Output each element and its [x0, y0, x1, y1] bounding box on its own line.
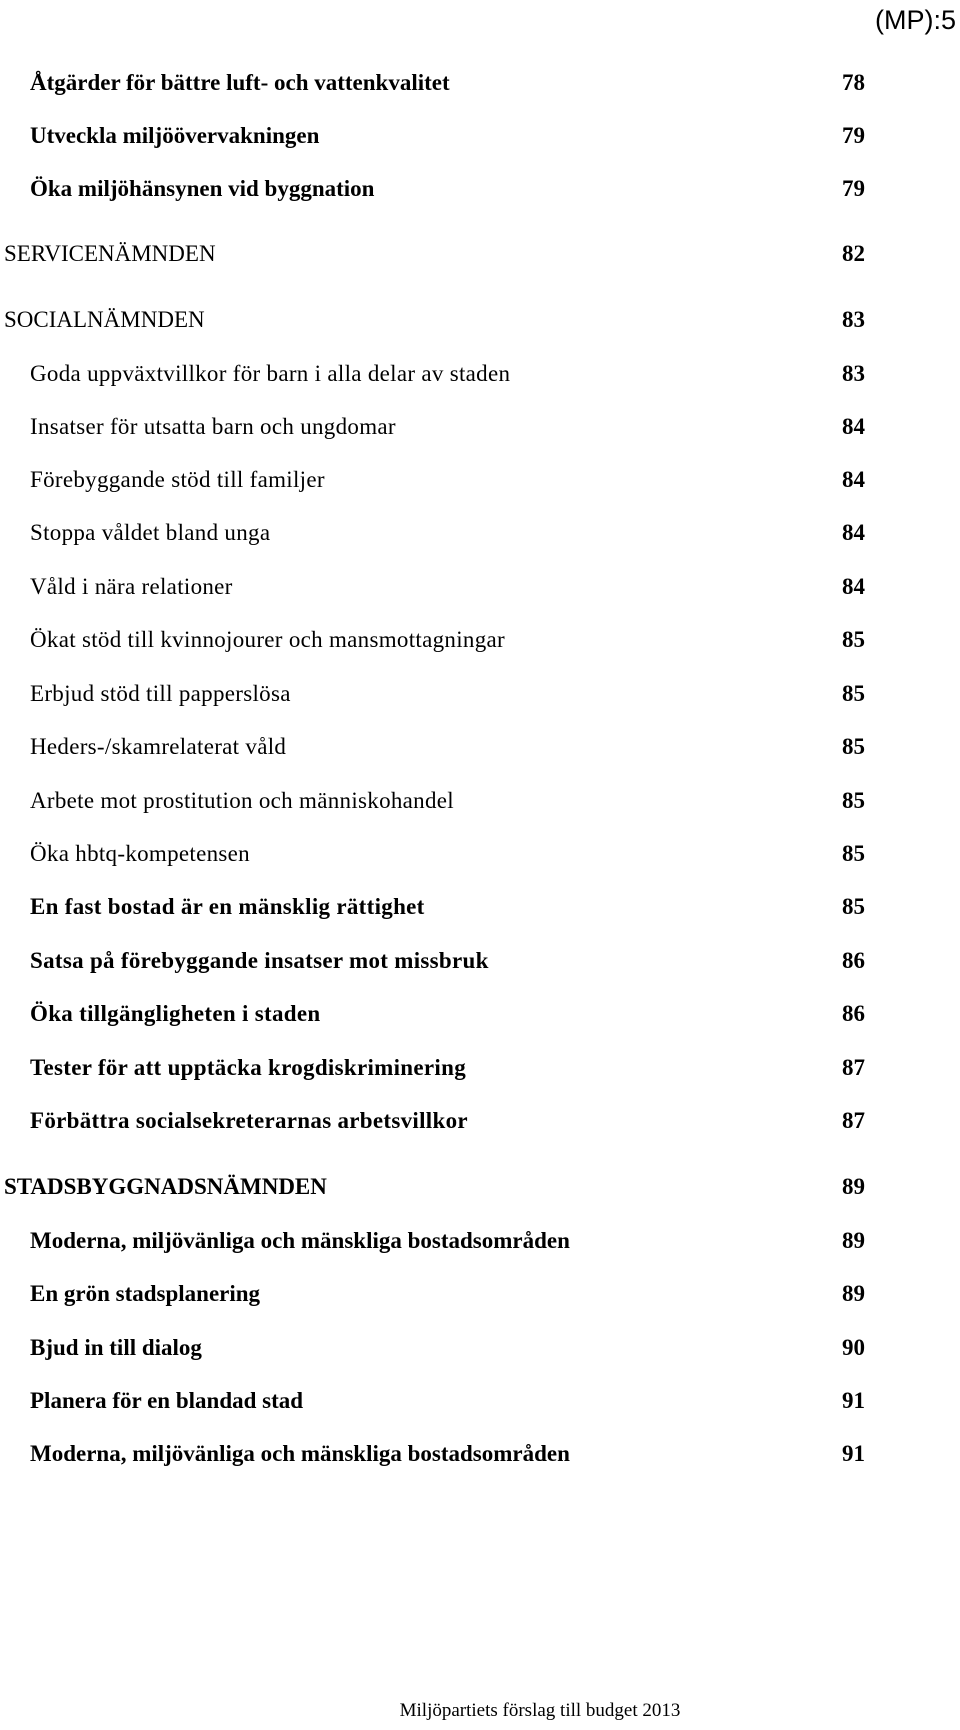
toc-entry-title: Förebyggande stöd till familjer — [30, 467, 325, 492]
toc-entry[interactable] — [0, 837, 960, 871]
toc-entry-page-number: 86 — [842, 948, 865, 973]
toc-entry-page-number: 79 — [842, 176, 865, 201]
toc-entry-page-number: 89 — [842, 1281, 865, 1306]
toc-entry-title: Förbättra socialsekreterarnas arbetsvillkor — [30, 1108, 468, 1133]
toc-entry-title: STADSBYGGNADSNÄMNDEN — [4, 1174, 327, 1199]
toc-entry-page-number: 84 — [842, 467, 865, 492]
toc-entry-page-number: 85 — [842, 894, 865, 919]
page-footer: Miljöpartiets förslag till budget 2013 — [399, 1700, 681, 1721]
toc-entry-page-number: 87 — [842, 1055, 865, 1080]
toc-entry-title: SERVICENÄMNDEN — [4, 241, 216, 266]
toc-section-entry[interactable] — [0, 237, 960, 271]
toc-entry-page-number: 89 — [842, 1174, 865, 1199]
toc-entry-title: Moderna, miljövänliga och mänskliga bostadsområden — [30, 1228, 570, 1253]
toc-entry[interactable] — [0, 463, 960, 497]
toc-entry[interactable] — [0, 997, 960, 1031]
toc-entry-page-number: 85 — [842, 681, 865, 706]
toc-entry-page-number: 79 — [842, 123, 865, 148]
toc-entry-title: Arbete mot prostitution och människohandel — [30, 788, 454, 813]
toc-entry-title: Öka miljöhänsynen vid byggnation — [30, 176, 375, 201]
toc-entry[interactable] — [0, 66, 960, 100]
toc-entry-title: Moderna, miljövänliga och mänskliga bostadsområden — [30, 1441, 570, 1466]
toc-entry-page-number: 85 — [842, 841, 865, 866]
toc-entry-title: Satsa på förebyggande insatser mot missbruk — [30, 948, 489, 973]
toc-entry-page-number: 90 — [842, 1335, 865, 1360]
toc-entry-page-number: 91 — [842, 1388, 865, 1413]
toc-entry[interactable] — [0, 570, 960, 604]
toc-entry-page-number: 89 — [842, 1228, 865, 1253]
toc-entry-page-number: 84 — [842, 520, 865, 545]
toc-entry-title: Heders-/skamrelaterat våld — [30, 734, 287, 759]
toc-entry[interactable] — [0, 1051, 960, 1085]
toc-section-entry[interactable] — [0, 303, 960, 337]
toc-entry-title: Planera för en blandad stad — [30, 1388, 304, 1413]
toc-entry-page-number: 82 — [842, 241, 865, 266]
toc-entry-title: Insatser för utsatta barn och ungdomar — [30, 414, 396, 439]
toc-entry[interactable] — [0, 730, 960, 764]
page-marker: (MP):5 — [875, 5, 956, 35]
toc-entry-page-number: 87 — [842, 1108, 865, 1133]
toc-entry[interactable] — [0, 172, 960, 206]
toc-entry-page-number: 86 — [842, 1001, 865, 1026]
toc-entry[interactable] — [0, 944, 960, 978]
toc-entry[interactable] — [0, 410, 960, 444]
toc-entry-page-number: 91 — [842, 1441, 865, 1466]
toc-entry-title: Tester för att upptäcka krogdiskriminering — [30, 1055, 466, 1080]
toc-entry[interactable] — [0, 677, 960, 711]
toc-entry-title: Goda uppväxtvillkor för barn i alla delar av staden — [30, 361, 511, 386]
toc-entry[interactable] — [0, 890, 960, 924]
toc-entry-page-number: 84 — [842, 574, 865, 599]
toc-entry[interactable] — [0, 623, 960, 657]
toc-entry[interactable] — [0, 1224, 960, 1258]
toc-entry-title: En fast bostad är en mänsklig rättighet — [30, 894, 425, 919]
toc-entry-page-number: 83 — [842, 307, 865, 332]
toc-entry-title: En grön stadsplanering — [30, 1281, 261, 1306]
toc-entry[interactable] — [0, 1277, 960, 1311]
toc-entry-title: Bjud in till dialog — [30, 1335, 202, 1360]
toc-entry-title: SOCIALNÄMNDEN — [4, 307, 205, 332]
toc-entry[interactable] — [0, 119, 960, 153]
toc-entry[interactable] — [0, 1437, 960, 1471]
toc-entry[interactable] — [0, 1331, 960, 1365]
toc-entry[interactable] — [0, 357, 960, 391]
toc-entry[interactable] — [0, 1104, 960, 1138]
toc-entry-page-number: 84 — [842, 414, 865, 439]
toc-entry-title: Öka tillgängligheten i staden — [30, 1001, 321, 1026]
toc-entry[interactable] — [0, 516, 960, 550]
toc-entry-title: Åtgärder för bättre luft- och vattenkvalitet — [30, 70, 450, 95]
toc-entry-page-number: 85 — [842, 734, 865, 759]
toc-entry-title: Våld i nära relationer — [30, 574, 233, 599]
toc-entry-page-number: 85 — [842, 627, 865, 652]
toc-entry[interactable] — [0, 1384, 960, 1418]
toc-entry-title: Ökat stöd till kvinnojourer och mansmottagningar — [30, 627, 505, 652]
toc-entry-page-number: 85 — [842, 788, 865, 813]
toc-entry[interactable] — [0, 784, 960, 818]
toc-entry-title: Erbjud stöd till papperslösa — [30, 681, 291, 706]
toc-section-entry[interactable] — [0, 1170, 960, 1204]
toc-entry-page-number: 78 — [842, 70, 865, 95]
toc-entry-title: Öka hbtq-kompetensen — [30, 841, 250, 866]
toc-entry-title: Stoppa våldet bland unga — [30, 520, 271, 545]
toc-entry-page-number: 83 — [842, 361, 865, 386]
toc-entry-title: Utveckla miljöövervakningen — [30, 123, 320, 148]
